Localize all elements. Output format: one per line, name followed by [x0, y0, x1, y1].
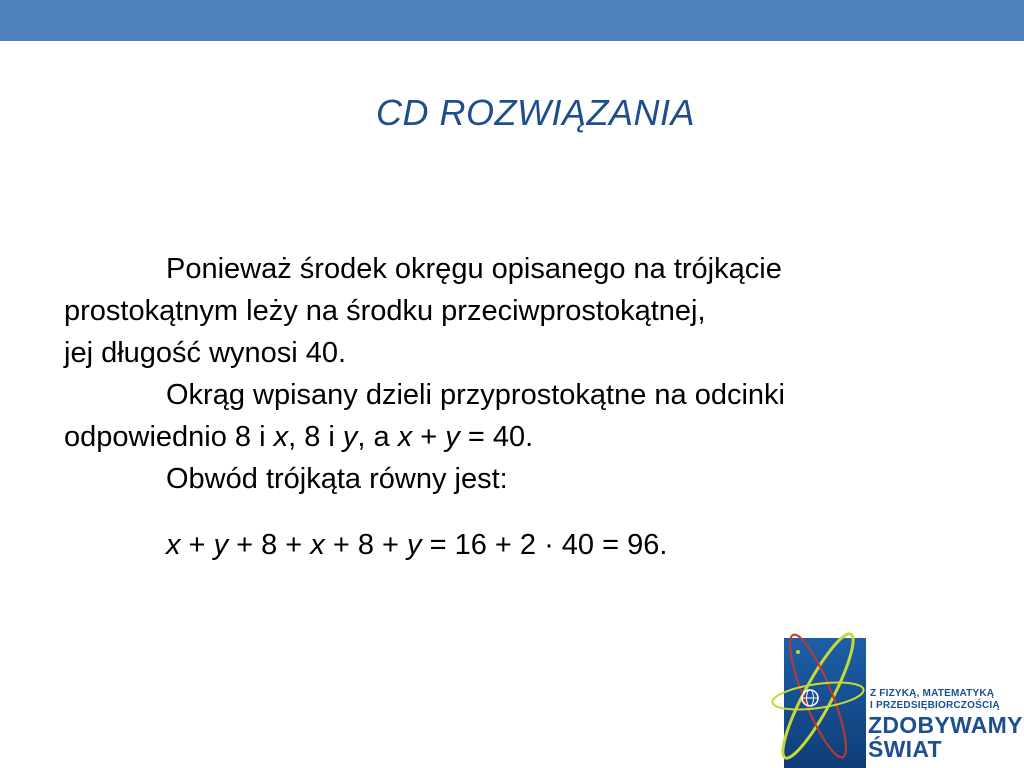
logo-title-1: ZDOBYWAMY: [868, 712, 1023, 738]
formula-segment: +: [180, 529, 214, 561]
globe-atom-icon: [770, 622, 880, 768]
variable-y: y: [342, 421, 358, 453]
variable-x: x: [273, 421, 289, 453]
variable-y: y: [407, 529, 422, 561]
paragraph-2-line-2: [64, 416, 944, 458]
formula-segment: + 8 +: [324, 529, 408, 561]
paragraph-1-line-1: Ponieważ środek okręgu opisanego na trójkącie: [166, 253, 782, 285]
text-segment: +: [412, 421, 446, 453]
logo-tagline-2: I PRZEDSIĘBIORCZOŚCIĄ: [870, 700, 1000, 711]
variable-y: y: [213, 529, 229, 561]
paragraph-1-line-3: jej długość wynosi 40.: [64, 337, 347, 369]
top-bar: [0, 0, 1024, 41]
text-segment: odpowiednio 8 i: [64, 421, 274, 453]
project-logo: [770, 622, 1024, 768]
perimeter-formula: [64, 524, 944, 566]
paragraph-2-line-1: Okrąg wpisany dzieli przyprostokątne na odcinki: [166, 379, 785, 411]
text-segment: , a: [357, 421, 398, 453]
logo-title-2: ŚWIAT: [868, 736, 942, 762]
formula-segment: = 16 + 2 · 40 = 96.: [421, 529, 668, 561]
formula-segment: + 8 +: [228, 529, 311, 561]
slide-title: CD ROZWIĄZANIA: [376, 92, 695, 133]
logo-tagline-1: Z FIZYKĄ, MATEMATYKĄ: [870, 688, 995, 699]
paragraph-3-line-1: Obwód trójkąta równy jest:: [166, 463, 508, 495]
variable-x: x: [310, 529, 325, 561]
variable-x: x: [397, 421, 413, 453]
text-segment: = 40.: [459, 421, 534, 453]
paragraph-1-line-2: prostokątnym leży na środku przeciwprostokątnej,: [64, 295, 706, 327]
text-segment: , 8 i: [288, 421, 343, 453]
variable-y: y: [445, 421, 460, 453]
slide-body: [64, 248, 944, 566]
variable-x: x: [166, 529, 181, 561]
